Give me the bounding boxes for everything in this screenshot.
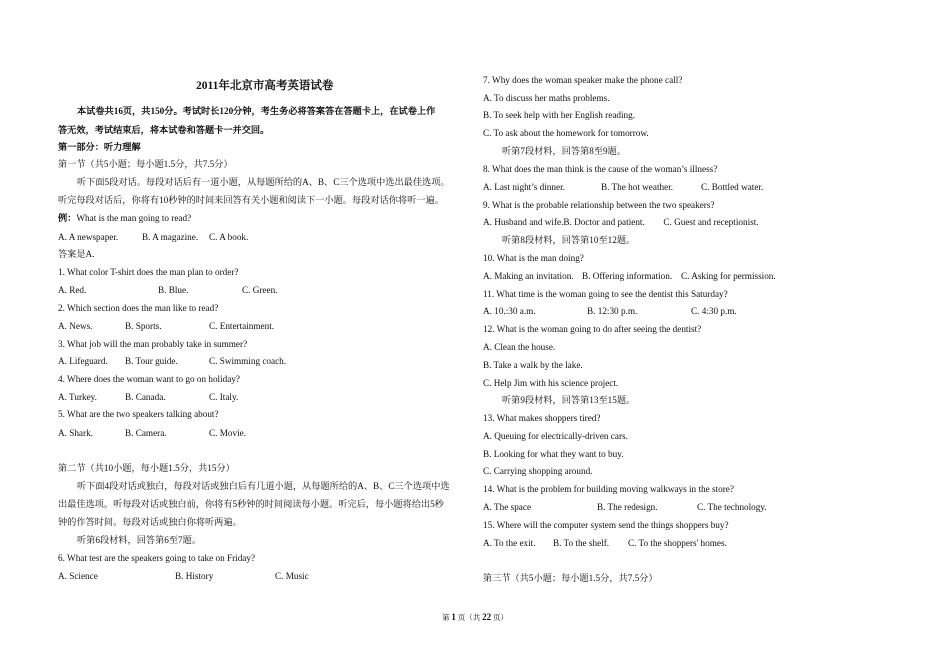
question-11-options — [483, 305, 737, 317]
option-a: A. The space — [483, 502, 532, 512]
footer-middle: 页（共 — [457, 613, 481, 622]
section1-directions-2: 听完每段对话后，你将有10秒钟的时间来回答有关小题和阅读下一小题。每段对话你将听一遍。 — [58, 195, 444, 205]
instructions-line-1: 本试卷共16页，共150分。考试时长120分钟，考生务必将答案答在答题卡上，在试卷上作 — [77, 106, 436, 116]
option-b: B. A magazine. — [142, 232, 199, 242]
option-a: A. 10.:30 a.m. — [483, 306, 536, 316]
question-3-options — [58, 355, 286, 367]
question-7-option-a: A. To discuss her maths problems. — [483, 93, 610, 103]
option-a: A. Shark. — [58, 428, 93, 438]
option-c: C. Music — [275, 571, 309, 581]
option-b: B. Blue. — [158, 285, 189, 295]
question-13-option-a: A. Queuing for electrically-driven cars. — [483, 431, 628, 441]
option-a: A. Husband and wife. — [483, 217, 564, 227]
footer-total-pages: 22 — [482, 612, 492, 622]
question-13-option-c: C. Carrying shopping around. — [483, 466, 593, 476]
question-12: 12. What is the woman going to do after seeing the dentist? — [483, 324, 702, 334]
section2-directions-2: 出最佳选项。听每段对话或独白前，你将有5秒钟的时间阅读每小题。听完后，每小题将给出5秒 — [58, 499, 444, 509]
option-b: B. The redesign. — [597, 502, 658, 512]
question-5: 5. What are the two speakers talking about? — [58, 409, 219, 419]
listen-instruction-8: 听第8段材料，回答第10至12题。 — [502, 235, 636, 245]
question-8: 8. What does the man think is the cause of the woman’s illness? — [483, 164, 718, 174]
question-10: 10. What is the man doing? — [483, 253, 584, 263]
option-b: B. Camera. — [125, 428, 167, 438]
option-a: A. Science — [58, 571, 98, 581]
footer-suffix: 页） — [493, 613, 508, 622]
section2-heading: 第二节（共10小题，每小题1.5分，共15分） — [58, 463, 235, 473]
listen-instruction-6: 听第6段材料，回答第6至7题。 — [77, 535, 202, 545]
example-question — [58, 212, 191, 224]
question-14-options — [483, 501, 767, 513]
footer-prefix: 第 — [442, 613, 450, 622]
part1-heading: 第一部分：听力理解 — [58, 142, 141, 152]
option-c: C. Green. — [242, 285, 278, 295]
question-13: 13. What makes shoppers tired? — [483, 413, 601, 423]
question-12-option-a: A. Clean the house. — [483, 342, 556, 352]
option-c: C. 4:30 p.m. — [691, 306, 737, 316]
section2-directions-1: 听下面4段对话或独白，每段对话或独白后有几道小题，从每题所给的A、B、C三个选项中选 — [77, 481, 450, 491]
question-12-option-c: C. Help Jim with his science project. — [483, 378, 619, 388]
option-b: B. Canada. — [125, 392, 166, 402]
option-b: B. 12:30 p.m. — [587, 306, 638, 316]
question-15-options — [483, 537, 727, 549]
section3-heading: 第三节（共5小题；每小题1.5分，共7.5分） — [483, 573, 658, 583]
option-b: B. The hot weather. — [601, 182, 674, 192]
option-a: A. News. — [58, 321, 93, 331]
question-3: 3. What job will the man probably take in summer? — [58, 339, 248, 349]
option-b: B. Doctor and patient. — [563, 217, 645, 227]
question-15: 15. Where will the computer system send the things shoppers buy? — [483, 520, 729, 530]
question-6-options — [58, 570, 309, 582]
question-7-option-c: C. To ask about the homework for tomorrow. — [483, 128, 649, 138]
question-12-option-b: B. Take a walk by the lake. — [483, 360, 583, 370]
option-c: C. Bottled water. — [701, 182, 764, 192]
listen-instruction-9: 听第9段材料，回答第13至15题。 — [502, 395, 636, 405]
option-c: C. Swimming coach. — [209, 356, 287, 366]
footer-page-number: 1 — [451, 612, 456, 622]
question-8-options — [483, 181, 763, 193]
option-a: A. A newspaper. — [58, 232, 119, 242]
option-c: C. Italy. — [209, 392, 239, 402]
question-10-options — [483, 270, 776, 282]
section1-directions-1: 听下面5段对话。每段对话后有一道小题，从每题所给的A、B、C三个选项中选出最佳选项。 — [77, 177, 450, 187]
option-a: A. Lifeguard. — [58, 356, 108, 366]
option-a: A. Red. — [58, 285, 87, 295]
example-options — [58, 231, 248, 243]
question-13-option-b: B. Looking for what they want to buy. — [483, 449, 624, 459]
option-b: B. To the shelf. — [553, 538, 610, 548]
question-11: 11. What time is the woman going to see the dentist this Saturday? — [483, 289, 728, 299]
option-c: C. Entertainment. — [209, 321, 275, 331]
question-1-options — [58, 284, 277, 296]
example-label: 例： — [58, 213, 77, 223]
option-b: B. Sports. — [125, 321, 162, 331]
option-a: A. Making an invitation. — [483, 271, 574, 281]
question-7-option-b: B. To seek help with her English reading. — [483, 110, 636, 120]
question-7: 7. Why does the woman speaker make the phone call? — [483, 75, 683, 85]
listen-instruction-7: 听第7段材料，回答第8至9题。 — [502, 146, 627, 156]
question-9-options — [483, 216, 759, 228]
question-5-options — [58, 427, 246, 439]
question-1: 1. What color T-shirt does the man plan to order? — [58, 267, 239, 277]
option-c: C. To the shoppers' homes. — [628, 538, 727, 548]
option-c: C. Asking for permission. — [681, 271, 776, 281]
page-title: 2011年北京市高考英语试卷 — [196, 80, 334, 92]
question-6: 6. What test are the speakers going to take on Friday? — [58, 553, 256, 563]
question-2-options — [58, 320, 274, 332]
page-footer — [0, 612, 950, 623]
question-4-options — [58, 391, 238, 403]
option-c: C. A book. — [209, 232, 249, 242]
example-answer: 答案是A. — [58, 249, 95, 259]
option-b: B. Tour guide. — [125, 356, 178, 366]
option-a: A. Last night’s dinner. — [483, 182, 565, 192]
section2-directions-3: 钟的作答时间。每段对话或独白你将听两遍。 — [58, 517, 242, 527]
option-c: C. The technology. — [697, 502, 767, 512]
question-2: 2. Which section does the man like to read? — [58, 303, 219, 313]
instructions-line-2: 答无效，考试结束后，将本试卷和答题卡一并交回。 — [58, 125, 270, 135]
option-b: B. History — [175, 571, 214, 581]
section1-heading: 第一节（共5小题；每小题1.5分，共7.5分） — [58, 159, 233, 169]
option-a: A. Turkey. — [58, 392, 97, 402]
question-4: 4. Where does the woman want to go on holiday? — [58, 374, 241, 384]
option-c: C. Guest and receptionist. — [663, 217, 759, 227]
question-14: 14. What is the problem for building moving walkways in the store? — [483, 484, 734, 494]
option-b: B. Offering information. — [582, 271, 673, 281]
option-c: C. Movie. — [209, 428, 247, 438]
example-question-text: What is the man going to read? — [76, 213, 192, 223]
question-9: 9. What is the probable relationship between the two speakers? — [483, 200, 715, 210]
option-a: A. To the exit. — [483, 538, 536, 548]
